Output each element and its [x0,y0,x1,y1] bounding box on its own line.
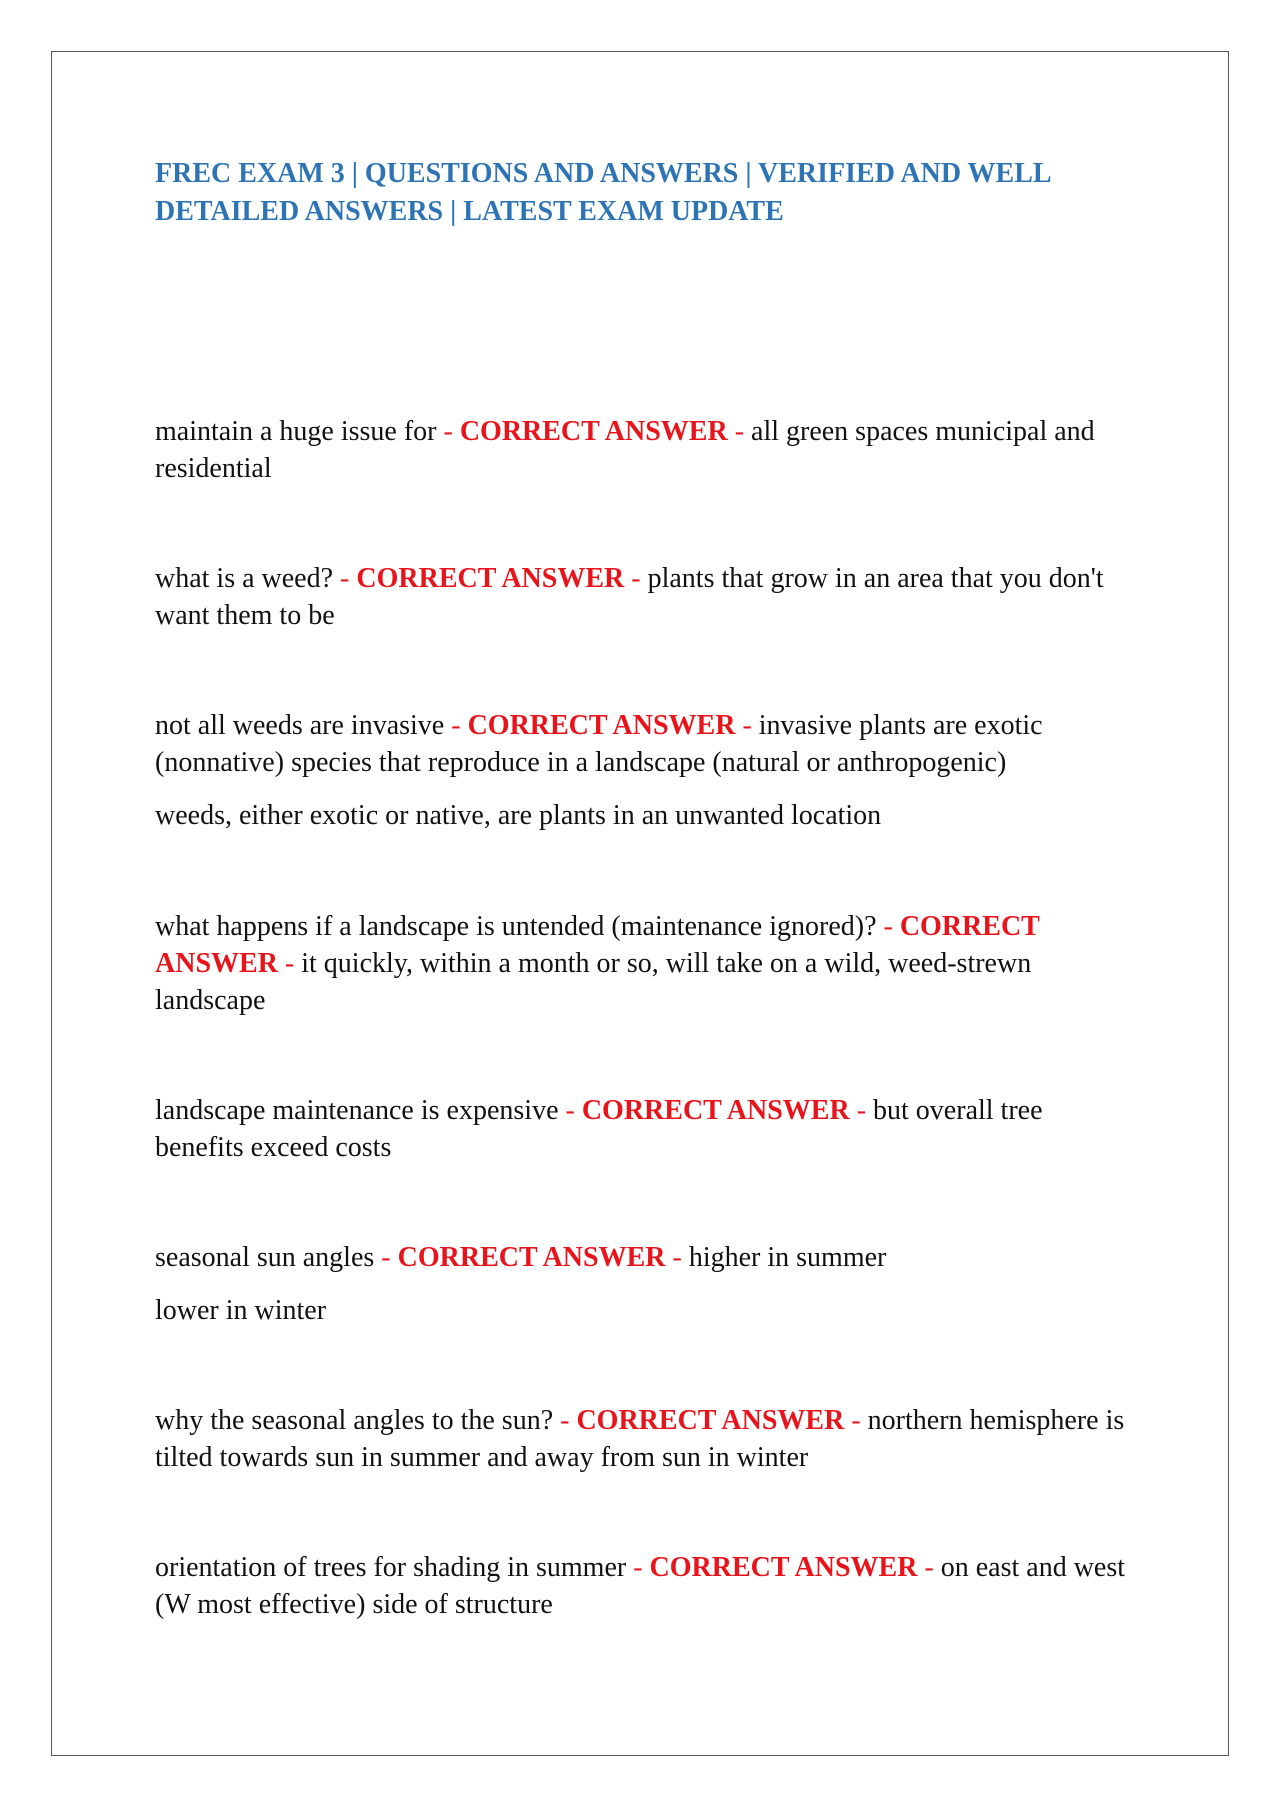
qa-item-8 [155,1549,1135,1623]
question-text: what is a weed? [155,563,334,594]
question-text: not all weeds are invasive [155,710,445,741]
qa-line [155,908,1135,1019]
separator: - [672,1242,682,1273]
qa-item-6 [155,1239,1135,1329]
question-text: what happens if a landscape is untended (maintenance ignored)? [155,911,877,942]
answer-text: northern hemisphere is tilted towards sun in summer and away from sun in winter [155,1405,1125,1473]
qa-line [155,1092,1135,1166]
answer-label: CORRECT ANSWER [397,1242,666,1273]
answer-extra-line: lower in winter [155,1295,327,1326]
answer-label: CORRECT ANSWER [459,416,728,447]
qa-line [155,1402,1135,1476]
answer-text: invasive plants are exotic (nonnative) species that reproduce in a landscape (natural or anthropogenic) [155,710,1043,778]
answer-label: CORRECT ANSWER [581,1095,850,1126]
separator: - [742,710,752,741]
answer-label: CORRECT ANSWER [649,1552,918,1583]
answer-text: higher in summer [688,1242,887,1273]
separator: - [340,563,350,594]
qa-item-7 [155,1402,1135,1476]
separator: - [443,416,453,447]
document-title: FREC EXAM 3 | QUESTIONS AND ANSWERS | VERIFIED AND WELL DETAILED ANSWERS | LATEST EXAM UPDATE [155,158,1051,227]
separator: - [631,563,641,594]
separator: - [565,1095,575,1126]
question-text: landscape maintenance is expensive [155,1095,559,1126]
answer-extra-line: weeds, either exotic or native, are plants in an unwanted location [155,800,882,831]
question-text: orientation of trees for shading in summer [155,1552,627,1583]
answer-label: CORRECT ANSWER [356,563,625,594]
separator: - [560,1405,570,1436]
qa-line [155,413,1135,487]
qa-item-3 [155,707,1135,834]
question-text: why the seasonal angles to the sun? [155,1405,554,1436]
answer-text: all green spaces municipal and residential [155,416,1095,484]
separator: - [381,1242,391,1273]
answer-text: but overall tree benefits exceed costs [155,1095,1043,1163]
answer-text: it quickly, within a month or so, will take on a wild, weed-strewn landscape [155,948,1032,1016]
question-text: maintain a huge issue for [155,416,437,447]
answer-text: on east and west (W most effective) side of structure [155,1552,1126,1620]
answer-label: CORRECT ANSWER [155,911,1040,979]
qa-item-4 [155,908,1135,1019]
qa-line [155,1239,1135,1276]
qa-item-2 [155,560,1135,634]
qa-item-5 [155,1092,1135,1166]
separator: - [734,416,745,447]
separator: - [451,710,461,741]
question-text: seasonal sun angles [155,1242,375,1273]
answer-text: plants that grow in an area that you don't want them to be [155,563,1104,631]
separator: - [633,1552,643,1583]
separator: - [924,1552,934,1583]
qa-line [155,1549,1135,1623]
separator: - [856,1095,867,1126]
qa-line [155,560,1135,634]
answer-label: CORRECT ANSWER [467,710,736,741]
separator: - [883,911,893,942]
answer-label: CORRECT ANSWER [576,1405,845,1436]
separator: - [851,1405,861,1436]
page-frame [51,51,1229,1756]
qa-line [155,707,1135,781]
qa-item-1 [155,413,1135,487]
separator: - [284,948,295,979]
